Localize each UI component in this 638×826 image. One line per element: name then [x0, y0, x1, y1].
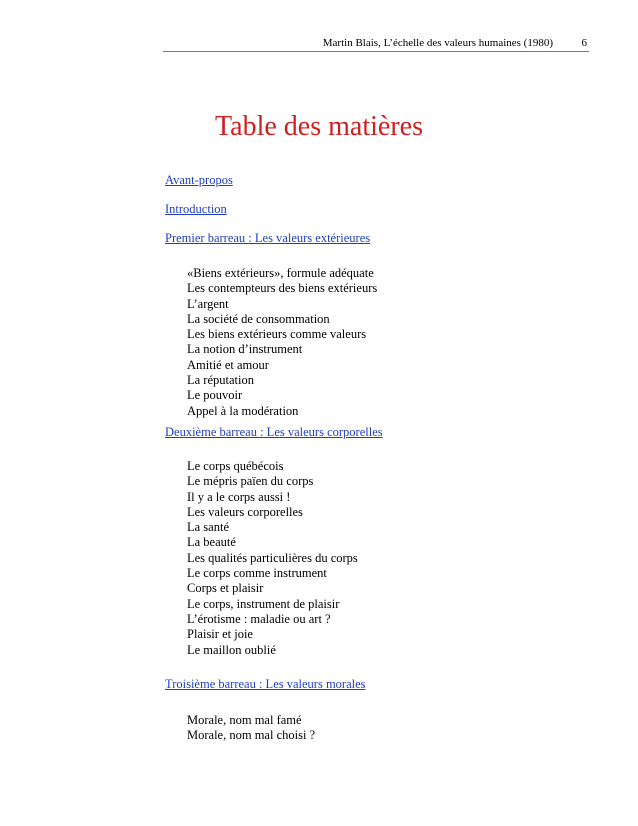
- list-item: Le pouvoir: [187, 388, 243, 403]
- list-item: La société de consommation: [187, 311, 330, 326]
- list-item: L’argent: [187, 296, 229, 311]
- list-item: Les contempteurs des biens extérieurs: [187, 281, 378, 296]
- list-item: Plaisir et joie: [187, 627, 253, 642]
- list-item: La santé: [187, 520, 229, 535]
- list-item: La notion d’instrument: [187, 342, 303, 357]
- toc-link-avant-propos[interactable]: Avant-propos: [165, 173, 233, 187]
- list-item: Le corps québécois: [187, 459, 284, 473]
- page-number: 6: [581, 37, 587, 49]
- list-item: La beauté: [187, 535, 236, 550]
- list-item: «Biens extérieurs», formule adéquate: [187, 266, 374, 280]
- list-item: Le corps comme instrument: [187, 566, 327, 581]
- list-item: Le corps, instrument de plaisir: [187, 596, 340, 611]
- toc-link-deuxieme-barreau[interactable]: Deuxième barreau : Les valeurs corporelles: [165, 425, 383, 439]
- list-item: Amitié et amour: [187, 357, 269, 372]
- list-item: Les biens extérieurs comme valeurs: [187, 327, 367, 342]
- list-item: Les qualités particulières du corps: [187, 550, 358, 565]
- list-item: Le mépris païen du corps: [187, 474, 314, 489]
- list-item: Morale, nom mal choisi ?: [187, 728, 316, 743]
- toc-link-introduction[interactable]: Introduction: [165, 202, 227, 216]
- list-item: Il y a le corps aussi !: [187, 489, 291, 504]
- toc-link-troisieme-barreau[interactable]: Troisième barreau : Les valeurs morales: [165, 677, 366, 691]
- header-title: Martin Blais, L’échelle des valeurs humaines (1980): [322, 37, 553, 49]
- troisieme-barreau-list: [187, 713, 315, 744]
- toc-link-premier-barreau[interactable]: Premier barreau : Les valeurs extérieures: [165, 231, 371, 245]
- premier-barreau-list: [187, 266, 377, 419]
- list-item: La réputation: [187, 373, 254, 388]
- list-item: Morale, nom mal famé: [187, 713, 302, 727]
- list-item: Les valeurs corporelles: [187, 504, 303, 519]
- deuxieme-barreau-list: [187, 459, 358, 658]
- list-item: Corps et plaisir: [187, 581, 264, 596]
- list-item: Le maillon oublié: [187, 642, 276, 657]
- running-header: [163, 37, 589, 52]
- list-item: L’érotisme : maladie ou art ?: [187, 611, 331, 626]
- page-title: Table des matières: [215, 111, 423, 142]
- list-item: Appel à la modération: [187, 403, 299, 418]
